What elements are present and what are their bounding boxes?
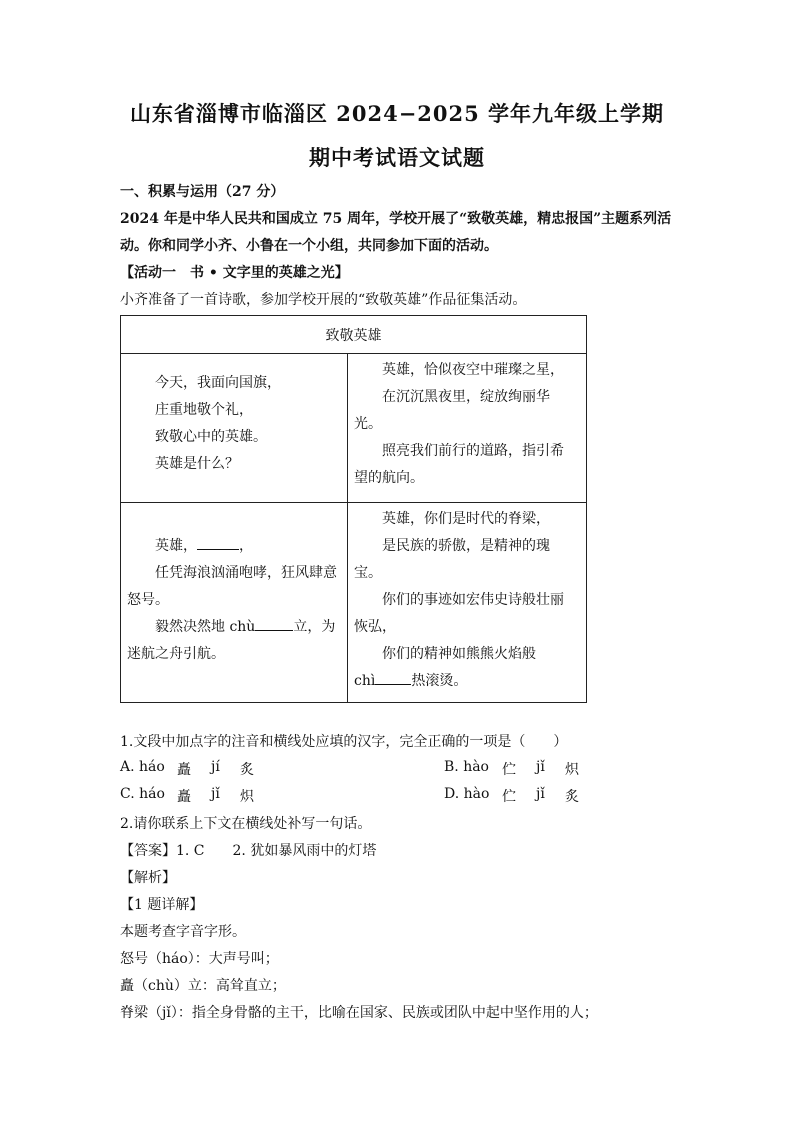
option-char: 伫 (502, 789, 516, 805)
poem-line: 英雄是什么？ (155, 456, 239, 472)
poem-line: 怒号。 (127, 592, 169, 608)
page-title-line2: 期中考试语文试题 (309, 145, 485, 170)
detail-heading: 【1 题详解】 (120, 897, 204, 913)
fill-in-blank[interactable] (255, 616, 293, 631)
poem-text: ， (239, 538, 253, 554)
intro-line-1: 2024 年是中华人民共和国成立 75 周年，学校开展了“致敬英雄，精忠报国”主题系列活 (120, 211, 672, 227)
poem-line: 恢弘， (354, 619, 396, 635)
question-1: 1.文段中加点字的注音和横线处应填的汉字，完全正确的一项是（ ） (120, 734, 568, 750)
option-label: B. hào (444, 759, 489, 775)
answer-line: 【答案】1. C 2. 犹如暴风雨中的灯塔 (120, 843, 377, 859)
explanation-line: 矗（chù）立：高耸直立； (120, 978, 286, 994)
page-title-line1: 山东省淄博市临淄区 2024−2025 学年九年级上学期 (129, 101, 665, 126)
explanation-line: 怒号（háo）：大声号叫； (120, 951, 279, 967)
poem-table (120, 315, 587, 703)
poem-line: 英雄，恰似夜空中璀璨之星， (382, 362, 564, 378)
poem-line: 望的航向。 (354, 470, 424, 486)
option-label: C. háo (120, 786, 165, 802)
option-char: 炙 (565, 789, 579, 805)
option-pinyin: jí (211, 759, 220, 775)
poem-line: 你们的精神如熊熊火焰般 (382, 646, 536, 662)
poem-cell-top-left (121, 354, 348, 503)
poem-line: 庄重地敬个礼， (155, 402, 253, 418)
poem-line: 任凭海浪汹涌咆哮，狂风肆意 (155, 565, 337, 581)
option-label: D. hào (444, 786, 490, 802)
poem-cell-bottom-left (121, 503, 348, 703)
poem-cell-bottom-right (348, 503, 587, 703)
poem-line: 你们的事迹如宏伟史诗般壮丽 (382, 592, 564, 608)
option-char: 炽 (240, 789, 254, 805)
poem-line: 光。 (354, 416, 382, 432)
question-2: 2.请你联系上下文在横线处补写一句话。 (120, 816, 372, 832)
section-heading: 一、积累与运用（27 分） (120, 184, 285, 200)
option-char: 伫 (502, 762, 516, 778)
poem-text: 热滚烫。 (411, 673, 468, 689)
poem-text: 英雄， (155, 538, 197, 554)
option-pinyin: jǐ (211, 786, 220, 802)
poem-cell-top-right (348, 354, 587, 503)
poem-line: 今天，我面向国旗， (155, 375, 281, 391)
poem-line: 迷航之舟引航。 (127, 646, 225, 662)
poem-line: 宝。 (354, 565, 382, 581)
poem-text: 毅然决然地 chù (155, 619, 256, 635)
option-char: 矗 (177, 762, 191, 778)
poem-line: 在沉沉黑夜里，绽放绚丽华 (382, 389, 550, 405)
explanation-line: 脊梁（jǐ）：指全身骨骼的主干，比喻在国家、民族或团队中起中坚作用的人； (120, 1005, 598, 1021)
fill-in-blank[interactable] (197, 535, 239, 550)
poem-line: 照亮我们前行的道路，指引希 (382, 443, 564, 459)
poem-title: 致敬英雄 (121, 316, 587, 354)
analysis-heading: 【解析】 (120, 870, 176, 886)
activity-heading: 【活动一 书 • 文字里的英雄之光】 (120, 265, 349, 281)
intro-line-2: 动。你和同学小齐、小鲁在一个小组，共同参加下面的活动。 (120, 238, 498, 254)
option-pinyin: jǐ (536, 759, 545, 775)
poem-line-with-blank (354, 670, 467, 690)
option-char: 炽 (565, 762, 579, 778)
poem-text: 立，为 (293, 619, 336, 635)
activity-description: 小齐准备了一首诗歌，参加学校开展的“致敬英雄”作品征集活动。 (120, 292, 527, 308)
explanation-line: 本题考查字音字形。 (120, 924, 246, 940)
poem-text: chì (354, 673, 376, 689)
poem-line-with-blank (155, 535, 253, 555)
fill-in-blank[interactable] (375, 670, 411, 685)
poem-line: 致敬心中的英雄。 (155, 429, 267, 445)
poem-line: 英雄，你们是时代的脊梁， (382, 511, 550, 527)
poem-line: 是民族的骄傲，是精神的瑰 (382, 538, 550, 554)
option-label: A. háo (120, 759, 165, 775)
option-char: 炙 (240, 762, 254, 778)
poem-line-with-blank (155, 616, 335, 636)
option-char: 矗 (177, 789, 191, 805)
option-pinyin: jǐ (536, 786, 545, 802)
